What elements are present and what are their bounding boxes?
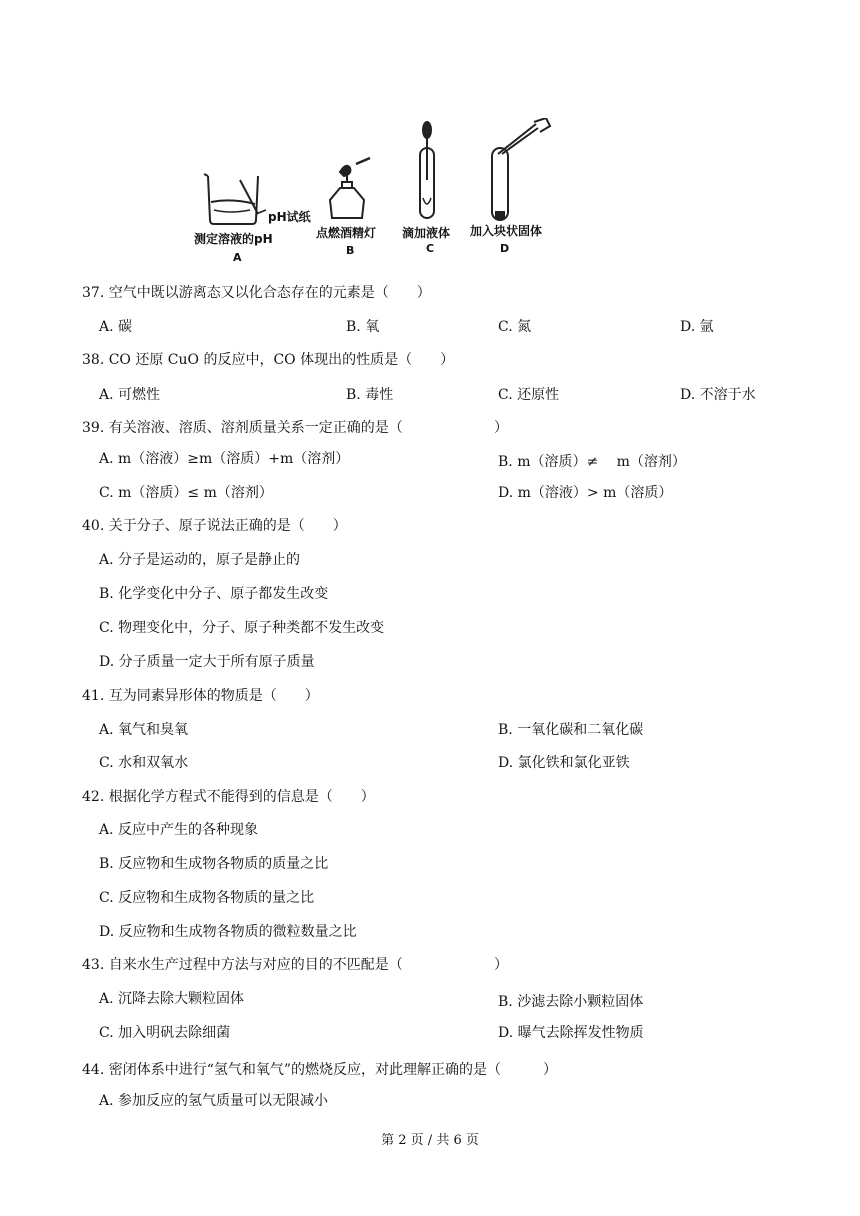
q40-option-c: C. 物理变化中，分子、原子种类都不发生改变 xyxy=(99,620,385,636)
q43-option-d: D. 曝气去除挥发性物质 xyxy=(498,1025,644,1041)
page-footer: 第 2 页 / 共 6 页 xyxy=(381,1133,479,1148)
question-38-stem: 38. CO 还原 CuO 的反应中，CO 体现出的性质是（ ） xyxy=(82,352,455,368)
q42-option-d: D. 反应物和生成物各物质的微粒数量之比 xyxy=(99,924,357,940)
letter-a: A xyxy=(233,251,242,264)
q39-option-a: A. m（溶液）≥m（溶质）+m（溶剂） xyxy=(99,451,350,467)
letter-d: D xyxy=(500,242,510,255)
q41-option-a: A. 氧气和臭氧 xyxy=(99,722,189,738)
letter-b: B xyxy=(346,244,355,257)
q43-option-b: B. 沙滤去除小颗粒固体 xyxy=(498,994,644,1010)
apparatus-figure xyxy=(180,118,600,268)
question-39-stem-close: ） xyxy=(494,420,508,436)
caption-d: 加入块状固体 xyxy=(470,224,543,238)
q38-option-c: C. 还原性 xyxy=(498,387,560,403)
beaker-icon xyxy=(204,174,266,224)
q37-option-c: C. 氮 xyxy=(498,319,532,335)
q43-option-c: C. 加入明矾去除细菌 xyxy=(99,1025,231,1041)
q38-option-d: D. 不溶于水 xyxy=(680,387,756,403)
tweezers-tube-icon xyxy=(492,118,550,220)
caption-a: 测定溶液的pH xyxy=(194,232,273,246)
q40-option-b: B. 化学变化中分子、原子都发生改变 xyxy=(99,586,329,602)
q37-option-d: D. 氩 xyxy=(680,319,714,335)
q40-option-d: D. 分子质量一定大于所有原子质量 xyxy=(99,654,315,670)
question-37-stem: 37. 空气中既以游离态又以化合态存在的元素是（ ） xyxy=(82,285,431,301)
alcohol-lamp-icon xyxy=(330,158,370,218)
question-43-stem-close: ） xyxy=(494,957,508,973)
q42-option-b: B. 反应物和生成物各物质的质量之比 xyxy=(99,856,329,872)
question-39-stem: 39. 有关溶液、溶质、溶剂质量关系一定正确的是（ xyxy=(82,420,403,436)
ph-paper-label: pH试纸 xyxy=(268,210,311,224)
q44-option-a: A. 参加反应的氢气质量可以无限减小 xyxy=(99,1093,329,1109)
question-43-stem: 43. 自来水生产过程中方法与对应的目的不匹配是（ xyxy=(82,957,403,973)
q37-option-a: A. 碳 xyxy=(99,319,133,335)
q37-option-b: B. 氧 xyxy=(346,319,380,335)
q43-option-a: A. 沉降去除大颗粒固体 xyxy=(99,991,245,1007)
dropper-tube-icon xyxy=(420,122,434,218)
q42-option-a: A. 反应中产生的各种现象 xyxy=(99,822,259,838)
q42-option-c: C. 反应物和生成物各物质的量之比 xyxy=(99,890,315,906)
q41-option-b: B. 一氧化碳和二氧化碳 xyxy=(498,722,644,738)
q39-option-d: D. m（溶液）> m（溶质） xyxy=(498,485,673,501)
question-44-stem: 44. 密闭体系中进行“氢气和氧气”的燃烧反应，对此理解正确的是（ ） xyxy=(82,1062,558,1078)
q38-option-b: B. 毒性 xyxy=(346,387,394,403)
q39-option-b: B. m（溶质）≠ m（溶剂） xyxy=(498,454,686,470)
caption-c: 滴加液体 xyxy=(402,226,451,240)
caption-b: 点燃酒精灯 xyxy=(316,226,377,240)
q41-option-d: D. 氯化铁和氯化亚铁 xyxy=(498,755,630,771)
question-40-stem: 40. 关于分子、原子说法正确的是（ ） xyxy=(82,518,347,534)
q39-option-c: C. m（溶质）≤ m（溶剂） xyxy=(99,485,273,501)
letter-c: C xyxy=(426,242,435,255)
q40-option-a: A. 分子是运动的，原子是静止的 xyxy=(99,552,301,568)
question-41-stem: 41. 互为同素异形体的物质是（ ） xyxy=(82,688,319,704)
q38-option-a: A. 可燃性 xyxy=(99,387,161,403)
question-42-stem: 42. 根据化学方程式不能得到的信息是（ ） xyxy=(82,789,375,805)
q41-option-c: C. 水和双氧水 xyxy=(99,755,189,771)
